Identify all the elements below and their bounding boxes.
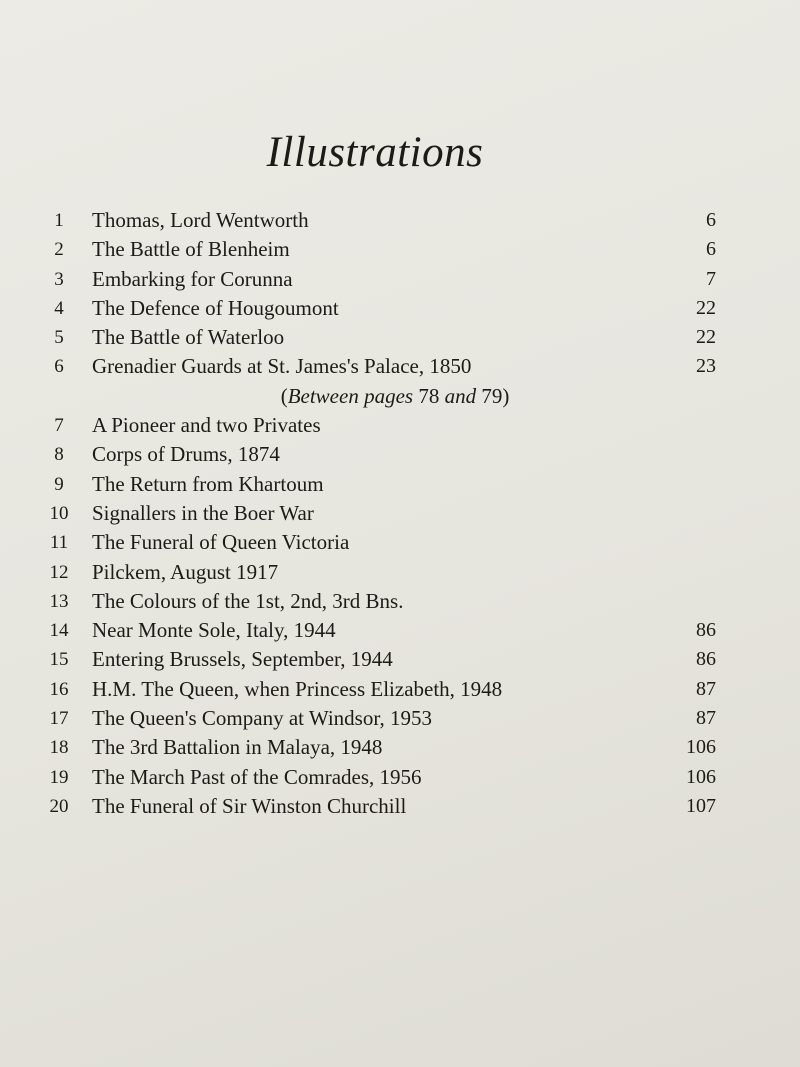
list-item xyxy=(40,733,720,762)
list-item xyxy=(40,411,720,440)
item-caption: Embarking for Corunna xyxy=(92,266,293,291)
item-number: 15 xyxy=(49,649,69,671)
item-number: 4 xyxy=(54,297,64,319)
note-page-start: 78 xyxy=(413,383,445,408)
item-number: 19 xyxy=(49,766,69,788)
item-number: 14 xyxy=(49,620,69,642)
item-number: 9 xyxy=(54,473,64,495)
item-number: 2 xyxy=(54,239,64,261)
between-pages-note xyxy=(40,382,720,411)
list-item xyxy=(40,440,720,469)
item-number: 5 xyxy=(54,327,64,349)
item-page: 6 xyxy=(706,238,716,261)
item-caption: The Return from Khartoum xyxy=(92,471,324,496)
item-caption: Thomas, Lord Wentworth xyxy=(92,208,309,232)
item-caption: The Queen's Company at Windsor, 1953 xyxy=(92,706,432,731)
item-page: 106 xyxy=(686,736,716,759)
item-caption: The Funeral of Queen Victoria xyxy=(92,530,350,555)
item-caption: The Funeral of Sir Winston Churchill xyxy=(92,793,407,818)
note-and: and xyxy=(444,383,477,408)
item-caption: Signallers in the Boer War xyxy=(92,500,314,525)
list-item xyxy=(40,323,720,352)
item-caption: Entering Brussels, September, 1944 xyxy=(92,647,393,672)
item-number: 13 xyxy=(49,590,69,612)
list-item xyxy=(40,704,720,733)
item-page: 6 xyxy=(706,209,716,231)
note-page-end: 79) xyxy=(476,383,510,408)
item-caption: Pilckem, August 1917 xyxy=(92,559,279,584)
item-caption: H.M. The Queen, when Princess Elizabeth, 1948 xyxy=(92,676,503,701)
item-caption: The Defence of Hougoumont xyxy=(92,295,339,320)
item-caption: The Colours of the 1st, 2nd, 3rd Bns. xyxy=(92,588,404,613)
item-page: 86 xyxy=(696,648,716,671)
item-number: 11 xyxy=(49,532,69,554)
item-page: 87 xyxy=(696,677,716,700)
list-item xyxy=(40,235,720,264)
item-number: 6 xyxy=(54,356,64,378)
item-caption: Grenadier Guards at St. James's Palace, 1850 xyxy=(92,354,472,379)
item-page: 107 xyxy=(686,794,716,817)
list-item xyxy=(40,675,720,704)
item-number: 12 xyxy=(49,561,69,583)
list-item xyxy=(40,792,720,821)
item-number: 18 xyxy=(49,737,69,759)
item-number: 3 xyxy=(54,268,64,290)
list-item xyxy=(40,645,720,674)
list-item xyxy=(40,499,720,528)
list-item xyxy=(40,470,720,499)
list-item xyxy=(40,558,720,587)
list-item xyxy=(40,528,720,557)
item-page: 7 xyxy=(706,267,716,290)
item-number: 16 xyxy=(49,678,69,700)
item-page: 87 xyxy=(696,707,716,730)
item-number: 17 xyxy=(49,708,69,730)
item-caption: The Battle of Blenheim xyxy=(92,237,290,262)
list-item xyxy=(40,352,720,381)
item-caption: A Pioneer and two Privates xyxy=(92,413,321,438)
list-item xyxy=(40,616,720,645)
list-item xyxy=(40,294,720,323)
item-caption: Near Monte Sole, Italy, 1944 xyxy=(92,618,336,643)
page-title: Illustrations xyxy=(266,129,484,176)
item-caption: The 3rd Battalion in Malaya, 1948 xyxy=(92,735,383,760)
list-item xyxy=(40,763,720,792)
item-number: 10 xyxy=(49,502,69,524)
item-caption: The Battle of Waterloo xyxy=(92,325,285,350)
item-page: 22 xyxy=(696,326,716,349)
item-number: 8 xyxy=(54,444,64,466)
item-caption: The March Past of the Comrades, 1956 xyxy=(92,764,422,789)
item-caption: Corps of Drums, 1874 xyxy=(92,442,280,467)
item-number: 1 xyxy=(54,210,64,231)
item-page: 22 xyxy=(696,296,716,319)
note-between-pages: Between pages xyxy=(287,383,414,408)
list-item xyxy=(40,206,720,235)
item-page: 86 xyxy=(696,619,716,642)
item-number: 20 xyxy=(49,795,69,817)
item-number: 7 xyxy=(54,415,64,437)
item-page: 23 xyxy=(696,355,716,378)
list-item xyxy=(40,587,720,616)
list-item xyxy=(40,265,720,294)
note-open-paren: ( xyxy=(280,383,288,408)
item-page: 106 xyxy=(686,765,716,788)
illustrations-list xyxy=(40,206,720,821)
